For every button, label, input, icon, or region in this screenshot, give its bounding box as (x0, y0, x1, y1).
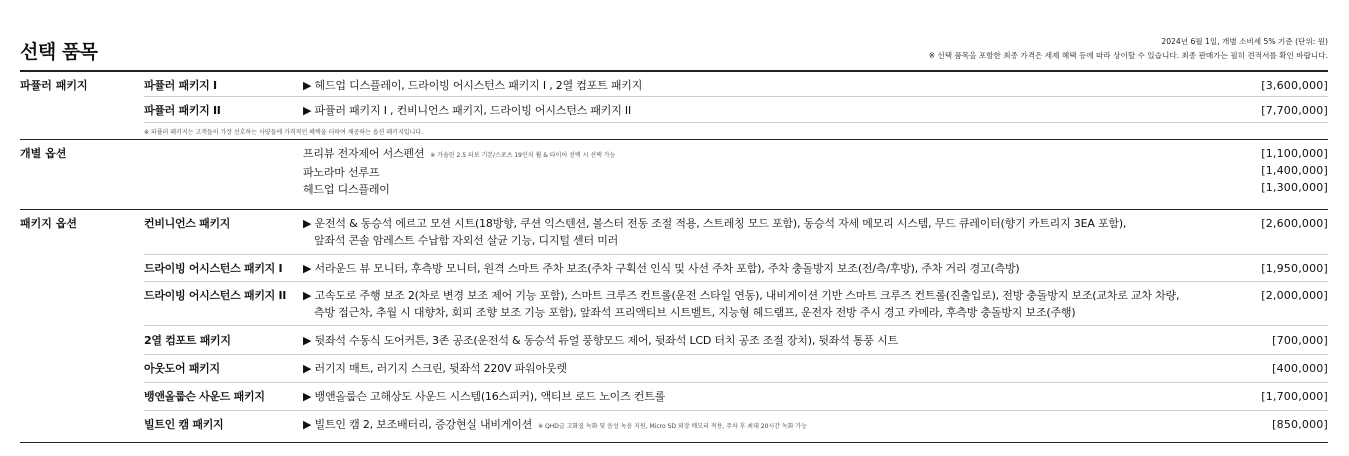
page-title: 선택 품목 (20, 41, 98, 63)
package-price: [2,600,000] (1261, 217, 1328, 230)
package-name: 파퓰러 패키지 I (144, 79, 217, 92)
table-row (20, 72, 1328, 96)
package-name: 뱅앤올룹슨 사운드 패키지 (144, 390, 265, 403)
package-price: [1,950,000] (1261, 262, 1328, 275)
package-desc-cont: 측방 접근차, 추월 시 대향차, 회피 조향 보조 기능 포함), 앞좌석 프리액티브 시트벨트, 지능형 헤드램프, 운전자 전방 주시 경고 카메라, 후측방 충돌방지 보조(주행) (314, 306, 1076, 319)
popular-package-note: ※ 파퓰러 패키지는 고객들이 가장 선호하는 사양들에 가격적인 혜택을 더하여 제공하는 옵션 패키지입니다. (144, 129, 424, 136)
table-row (144, 410, 1328, 438)
table-row (20, 209, 1328, 254)
package-price: [700,000] (1272, 334, 1328, 347)
option-name: 프리뷰 전자제어 서스펜션 (303, 147, 425, 160)
package-price: [3,600,000] (1261, 79, 1328, 92)
price-meta (929, 35, 1328, 63)
package-price: [1,700,000] (1261, 390, 1328, 403)
package-name: 드라이빙 어시스턴스 패키지 II (144, 289, 287, 302)
table-row (144, 96, 1328, 122)
package-name: 2열 컴포트 패키지 (144, 334, 231, 347)
section-label-package: 패키지 옵션 (20, 217, 77, 230)
individual-price-list (1203, 145, 1328, 209)
date-basis-line: 2024년 6월 1일, 개별 소비세 5% 기준 (단위: 원) (1161, 37, 1328, 46)
section-label-popular: 파퓰러 패키지 (20, 79, 88, 92)
package-price: [7,700,000] (1261, 104, 1328, 117)
package-note: ※ QHD급 고화질 녹화 및 음성 녹음 지원, Micro SD 외장 메모리 적용, 주차 후 최대 20시간 녹화 가능 (538, 423, 808, 430)
table-row (144, 354, 1328, 382)
option-note: ※ 가솔린 2.5 터보 기본/스포츠 19인치 휠 & 타이어 선택 시 선택 가능 (430, 152, 616, 159)
table-row (144, 325, 1328, 354)
package-desc: ▶ 운전석 & 동승석 에르고 모션 시트(18방향, 쿠션 익스텐션, 볼스터 전동 조절 적용, 스트레칭 모드 포함), 동승석 자세 메모리 시스템, 무드 큐레이터(향기 카트리지 3EA 포함), (303, 217, 1127, 230)
package-desc: ▶ 뒷좌석 수동식 도어커튼, 3존 공조(운전석 & 동승석 듀얼 풍향모드 제어, 뒷좌석 LCD 터치 공조 조절 장치), 뒷좌석 통풍 시트 (303, 334, 898, 347)
package-name: 드라이빙 어시스턴스 패키지 I (144, 262, 283, 275)
package-desc: ▶ 서라운드 뷰 모니터, 후측방 모니터, 원격 스마트 주차 보조(주차 구획선 인식 및 사선 주차 포함), 주차 충돌방지 보조(전/측/후방), 주차 거리 경고(측방) (303, 262, 1020, 275)
package-name: 빌트인 캠 패키지 (144, 418, 224, 431)
package-desc: ▶ 고속도로 주행 보조 2(차로 변경 보조 제어 기능 포함), 스마트 크루즈 컨트롤(운전 스타일 연동), 내비게이션 기반 스마트 크루즈 컨트롤(진출입로), 전방 충돌방지 보조(교차로 교차 차량, (303, 289, 1180, 302)
package-desc: ▶ 러기지 매트, 러기지 스크린, 뒷좌석 220V 파워아웃렛 (303, 362, 567, 375)
option-price: [1,300,000] (1261, 181, 1328, 194)
package-desc: ▶ 빌트인 캠 2, 보조배터리, 증강현실 내비게이션 (303, 418, 533, 431)
package-price: [2,000,000] (1261, 289, 1328, 302)
package-desc: ▶ 뱅앤올룹슨 고해상도 사운드 시스템(16스피커), 액티브 로드 노이즈 컨트롤 (303, 390, 666, 403)
package-name: 아웃도어 패키지 (144, 362, 220, 375)
options-table (20, 70, 1328, 438)
table-bottom-rule (20, 442, 1328, 443)
package-price: [850,000] (1272, 418, 1328, 431)
option-price: [1,400,000] (1261, 164, 1328, 177)
package-name: 컨비니언스 패키지 (144, 217, 231, 230)
option-name: 헤드업 디스플레이 (303, 183, 390, 196)
individual-option-list (303, 145, 1203, 209)
table-row (144, 281, 1328, 325)
section-label-individual: 개별 옵션 (20, 147, 67, 160)
package-price: [400,000] (1272, 362, 1328, 375)
option-price: [1,100,000] (1261, 147, 1328, 160)
option-name: 파노라마 선루프 (303, 166, 380, 179)
table-row (20, 139, 1328, 209)
package-desc: ▶ 헤드업 디스플레이, 드라이빙 어시스턴스 패키지 I , 2열 컴포트 패키지 (303, 79, 643, 92)
table-row (144, 254, 1328, 281)
price-notice: ※ 선택 품목을 포함한 최종 가격은 세제 혜택 등에 따라 상이할 수 있습니다. 최종 판매가는 필히 견적서를 확인 바랍니다. (928, 51, 1328, 60)
package-desc: ▶ 파퓰러 패키지 I , 컨비니언스 패키지, 드라이빙 어시스턴스 패키지 II (303, 104, 632, 117)
table-row (144, 382, 1328, 410)
package-desc-cont: 앞좌석 콘솔 암레스트 수납함 자외선 살균 기능, 디지털 센터 미러 (314, 234, 619, 247)
table-row (144, 122, 1328, 139)
package-name: 파퓰러 패키지 II (144, 104, 221, 117)
